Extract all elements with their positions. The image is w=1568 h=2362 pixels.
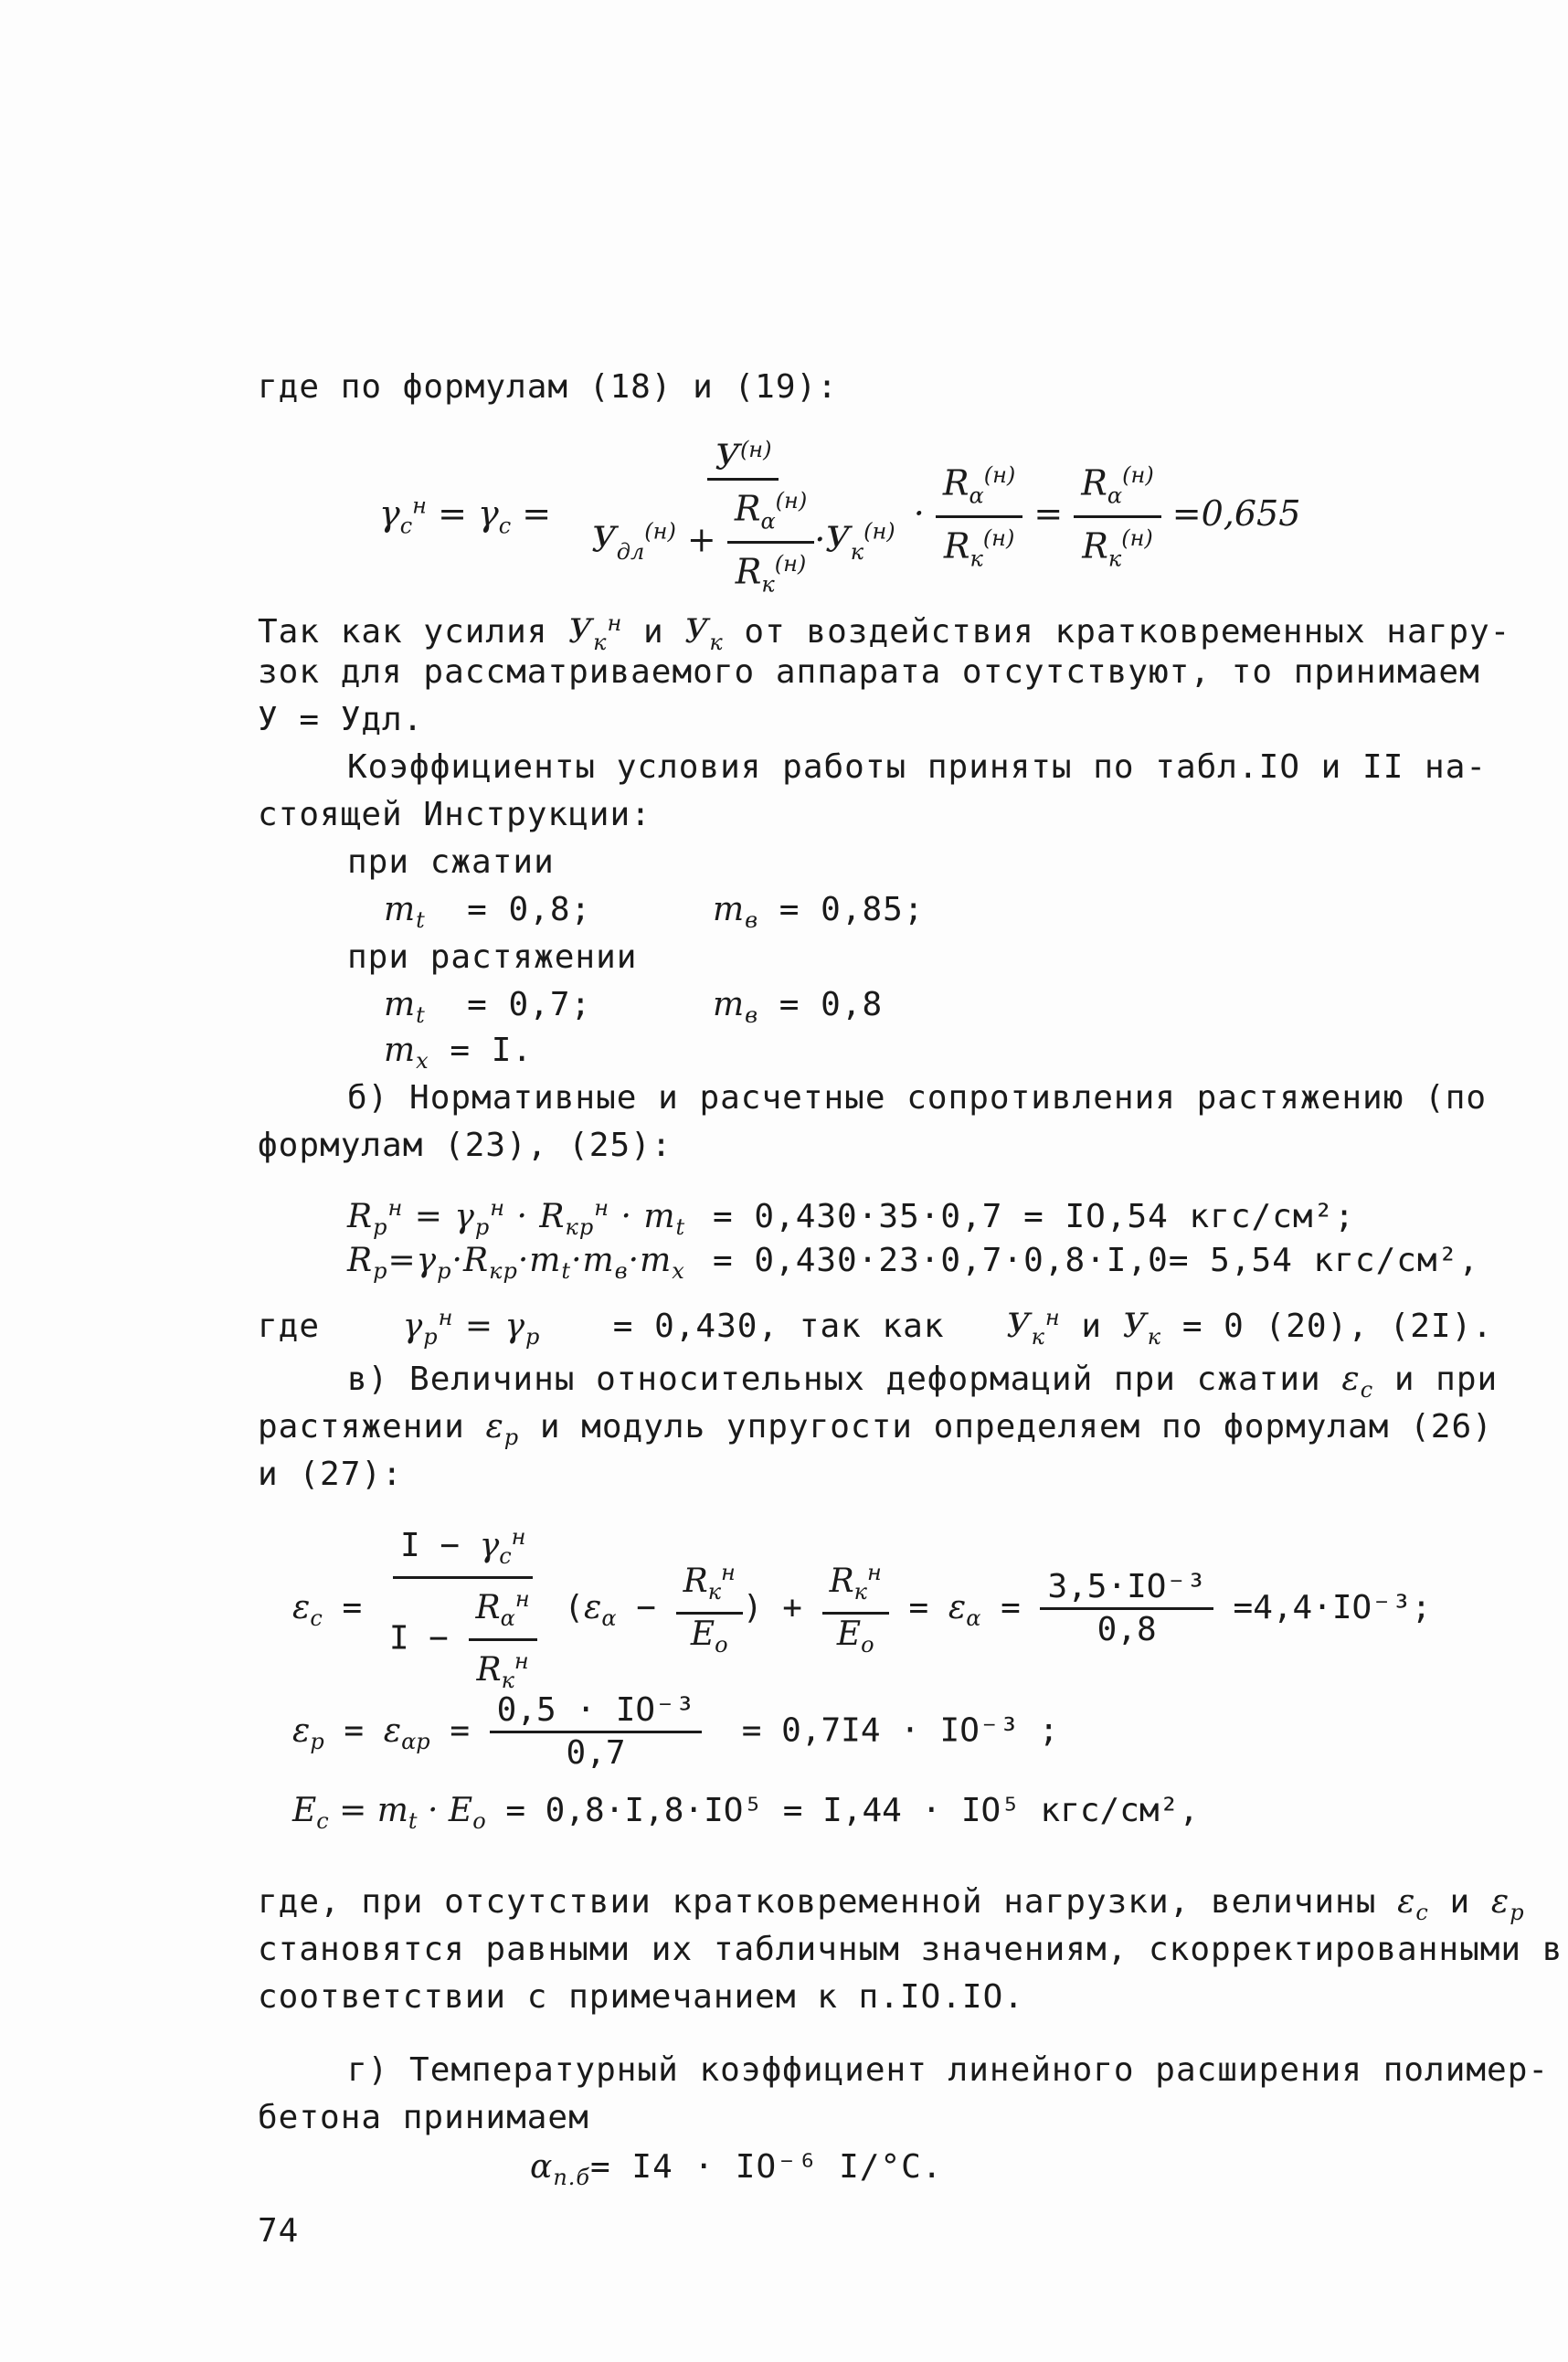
text-line: где, при отсутствии кратковременной нагрузки, величины $\varepsilon_c$ и $\varepsilon_p$ — [258, 1883, 1525, 1926]
text-line: и (27): — [258, 1456, 403, 1493]
text-line: становятся равными их табличным значениям, скорректированными в — [258, 1931, 1563, 1968]
formula-line: где $\gamma_p^н = \gamma_p = 0,430$, так как $У_к^н$ и $У_к = 0$ (20), (2I). — [258, 1305, 1493, 1350]
text-line: соответствии с примечанием к п.IO.IO. — [258, 1978, 1024, 2016]
text-line: зок для рассматриваемого аппарата отсутствуют, то принимаем — [258, 653, 1480, 691]
text-line: бетона принимаем — [258, 2099, 589, 2136]
text-line: растяжении $\varepsilon_p$ и модуль упругости определяем по формулам (26) — [258, 1408, 1493, 1451]
text-line: в) Величины относительных деформаций при сжатии $\varepsilon_c$ и при — [347, 1361, 1499, 1403]
text-line: б) Нормативные и расчетные сопротивления растяжению (по — [347, 1079, 1488, 1117]
formula-gamma-c: $\gamma_c^н = \gamma_c$ = $У^{(н)}$ $У_{дл}^{(н)}$ + $\frac{R_\alpha^{(н)}}{R_к^{(н)}}$ $\cdot У_к^{(н)}$ · $\frac{R_\alpha^{(н)}}{R_к^{(н)}}$ = $\frac{R_\alpha^{(н)}}{R_к^{(н)}}$ =0,655 — [379, 429, 1300, 604]
formula-eps-p: $\varepsilon_p = \varepsilon_{\alpha p}$ = $\frac{\text{0,5 · IO⁻³}}{0,7}$ = 0,7I4 · IO⁻³ ; — [292, 1691, 1059, 1772]
coef-line: $m_в = 0,8$ — [713, 986, 884, 1029]
text-line: г) Температурный коэффициент линейного расширения полимер- — [347, 2051, 1550, 2089]
text-line: Коэффициенты условия работы приняты по табл.IO и II на- — [347, 748, 1488, 786]
coef-line: $m_t = 0,7$; — [384, 986, 592, 1029]
text-line: при сжатии — [347, 843, 555, 881]
text-line: формулам (23), (25): — [258, 1127, 673, 1164]
coef-line: $m_x = I$. — [384, 1032, 534, 1075]
intro-line: где по формулам (18) и (19): — [258, 368, 838, 406]
text-line: У = Удл. — [258, 701, 424, 738]
coef-line: $m_в = 0,85$; — [713, 891, 925, 934]
text-line: Так как усилия $У_к^н$ и $У_к$ от воздействия кратковременных нагру- — [258, 610, 1511, 656]
formula-eps-c: $\varepsilon_c$ = $I - \gamma_c^н$ I − $\frac{R_\alpha^н}{R_к^н}$ ($\varepsilon_\alpha$ − $\frac{R_к^н}{E_o}$ ) + $\frac{R_к^н}{E_o}$ = $\varepsilon_\alpha$ = $\frac{\text{3,5·IO⁻³}}{0,8}$ =4,4·IO⁻³; — [292, 1517, 1431, 1701]
formula-line: $R_p^н = \gamma_p^н \cdot R_{кр}^н \cdot m_t = 0,430\cdot 35\cdot 0,7 = IO,54$ кгс/см²; — [347, 1195, 1355, 1241]
formula-line: $R_p=\gamma_p\cdot R_{кр}\cdot m_t\cdot m_в\cdot m_x = 0,430\cdot 23\cdot 0,7\cdot 0,8\cdot I,0= 5,54$ кгс/см², — [347, 1242, 1479, 1285]
coef-line: $m_t = 0,8$; — [384, 891, 592, 934]
text-line: стоящей Инструкции: — [258, 796, 652, 833]
page-number: 74 — [258, 2212, 300, 2250]
formula-alpha: $\alpha_{п.б}= I4 \cdot IO^{-6}$ I/°C. — [530, 2148, 943, 2191]
formula-e-c: $E_c = m_t \cdot E_o = 0,8\cdot I,8\cdot IO^5 = I,44 \cdot IO^5$ кгс/см², — [292, 1792, 1199, 1835]
text-line: при растяжении — [347, 938, 638, 976]
